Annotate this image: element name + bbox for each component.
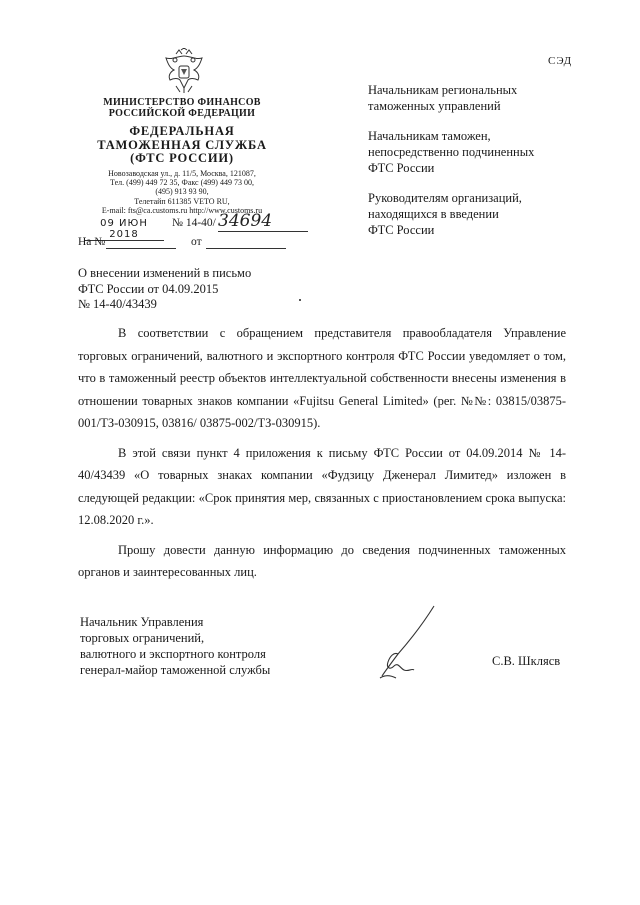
recipient-line: ФТС России	[368, 223, 435, 237]
reference-number-line	[106, 248, 176, 249]
russian-coat-of-arms-icon	[162, 48, 206, 94]
address-block	[84, 169, 280, 215]
sed-mark: СЭД	[548, 55, 573, 67]
ministry-line: МИНИСТЕРСТВО ФИНАНСОВ	[103, 97, 261, 108]
ministry-line: РОССИЙСКОЙ ФЕДЕРАЦИИ	[108, 108, 256, 119]
recipient-block	[368, 128, 618, 176]
recipient-line: непосредственно подчиненных	[368, 145, 535, 159]
recipient-line: таможенных управлений	[368, 99, 501, 113]
signatory-position	[80, 614, 270, 678]
address-line: E-mail: fts@ca.customs.ru http://www.customs.ru	[101, 205, 263, 215]
letter-subject	[78, 266, 251, 313]
reference-number-label: На №	[78, 236, 106, 248]
address-line: Телетайп 611385 VETO RU,	[134, 196, 230, 206]
body-paragraph: В этой связи пункт 4 приложения к письму ФТС России от 04.09.2014 № 14-40/43439 «О товарных знаках компании «Фудзицу Дженерал Лимитед» изложен в следующей редакции: «Срок принятия мер, связанных с приостановлением срока выпуска: 12.08.2020 г.».	[78, 445, 566, 527]
recipient-line: Начальникам таможен,	[368, 129, 491, 143]
signatory-name: С.В. Шклясв	[492, 654, 561, 668]
letter-number-handwritten: 34694	[218, 211, 308, 232]
reference-date-label: от	[191, 236, 202, 248]
subject-line: О внесении изменений в письмо	[78, 266, 252, 280]
position-line: генерал-майор таможенной службы	[80, 663, 271, 677]
address-line: Новозаводская ул., д. 11/5, Москва, 121087,	[108, 169, 256, 178]
position-line: Начальник Управления	[80, 615, 204, 629]
subject-line: № 14-40/43439	[78, 297, 157, 311]
service-name	[92, 125, 272, 166]
address-line: (495) 913 93 90,	[155, 187, 209, 197]
handwritten-signature-icon	[368, 604, 448, 684]
stray-dot	[299, 299, 301, 301]
letter-date: 09 ИЮН 2018	[84, 218, 164, 241]
subject-line: ФТС России от 04.09.2015	[78, 281, 219, 296]
recipient-line: находящихся в введении	[368, 207, 499, 221]
address-line: Тел. (499) 449 72 35, Факс (499) 449 73 00,	[110, 178, 254, 188]
service-line: (ФТС РОССИИ)	[130, 151, 234, 165]
service-line: ТАМОЖЕННАЯ СЛУЖБА	[97, 137, 267, 152]
body-paragraph: В соответствии с обращением представителя правообладателя Управление торговых ограничений, валютного и экспортного контроля ФТС России уведомляет о том, что в таможенный реестр объектов интеллектуальной собственности внесены изменения в отношении товарных знаков компании «Fujitsu General Limited» (рег. №№: 03815/03875-001/ТЗ-030915, 03816/ 03875-002/ТЗ-030915).	[78, 326, 566, 430]
body-paragraph: Прошу довести данную информацию до сведения подчиненных таможенных органов и заинтересованных лиц.	[78, 542, 566, 579]
recipient-block	[368, 82, 618, 114]
recipient-block	[368, 190, 618, 238]
recipient-line: ФТС России	[368, 161, 435, 175]
letter-body	[78, 322, 566, 591]
reference-date-line	[206, 248, 286, 249]
letter-number-label: № 14-40/	[172, 217, 216, 229]
recipient-line: Руководителям организаций,	[368, 191, 522, 205]
position-line: торговых ограничений,	[80, 631, 205, 645]
recipient-line: Начальникам региональных	[368, 83, 518, 97]
service-line: ФЕДЕРАЛЬНАЯ	[129, 124, 235, 138]
position-line: валютного и экспортного контроля	[80, 647, 266, 661]
ministry-name	[92, 97, 272, 119]
